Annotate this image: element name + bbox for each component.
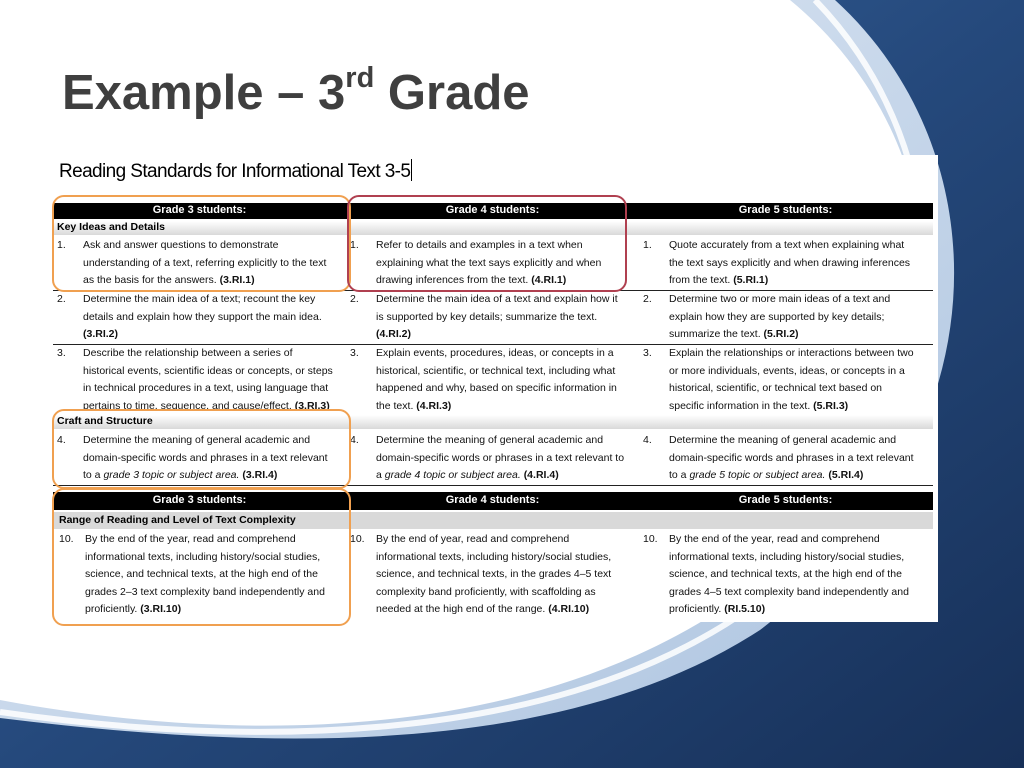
grade-header-row bbox=[53, 203, 933, 219]
standard-cell: 3. Explain events, procedures, ideas, or concepts in a historical, scientific, or technical text, including what happened and why, based on specific information in the text. (4.RI.3) bbox=[350, 347, 617, 412]
row-divider bbox=[53, 485, 933, 486]
standards-document bbox=[53, 155, 938, 622]
standard-cell: 4. Determine the meaning of general academic and domain-specific words or phrases in a text relevant to a grade 4 topic or subject area. (4.RI.4) bbox=[350, 434, 625, 482]
standard-cell: 10. By the end of year, read and comprehend informational texts, including history/social studies, science, and technical texts, in the grades 4–5 text complexity band proficiently, with scaffolding as needed at the high end of the range. (4.RI.10) bbox=[350, 533, 612, 616]
standard-cell: 1. Refer to details and examples in a text when explaining what the text says explicitly and when drawing inferences from the text. (4.RI.1) bbox=[350, 239, 602, 287]
standard-cell: 4. Determine the meaning of general academic and domain-specific words and phrases in a text relevant to a grade 3 topic or subject area. (3.RI.4) bbox=[57, 434, 328, 482]
grade-3-header: Grade 3 students: bbox=[152, 494, 247, 506]
grade-4-header: Grade 4 students: bbox=[445, 204, 540, 216]
standard-cell: 2. Determine the main idea of a text; recount the key details and explain how they support the main idea. (3.RI.2) bbox=[57, 293, 322, 341]
grade-5-header: Grade 5 students: bbox=[738, 494, 833, 506]
standard-cell: 3. Describe the relationship between a series of historical events, scientific ideas or concepts, or steps in technical procedures in a text, using language that pertains to time, sequence, and cause/effect. (3.RI.3) bbox=[57, 347, 333, 412]
standard-cell: 1. Ask and answer questions to demonstrate understanding of a text, referring explicitly to the text as the basis for the answers. (3.RI.1) bbox=[57, 239, 327, 287]
grade-5-header: Grade 5 students: bbox=[738, 204, 833, 216]
grade-4-header: Grade 4 students: bbox=[445, 494, 540, 506]
section-range-reading: Range of Reading and Level of Text Complexity bbox=[53, 512, 933, 529]
grade-header-row bbox=[53, 492, 933, 510]
standard-cell: 4. Determine the meaning of general academic and domain-specific words and phrases in a text relevant to a grade 5 topic or subject area. (5.RI.4) bbox=[643, 434, 914, 482]
text-cursor bbox=[411, 159, 412, 181]
standard-cell: 2. Determine two or more main ideas of a text and explain how they are supported by key details; summarize the text. (5.RI.2) bbox=[643, 293, 891, 341]
document-title: Reading Standards for Informational Text 3-5 bbox=[59, 161, 411, 182]
slide-title: Example – 3rd Grade bbox=[62, 62, 530, 120]
standard-cell: 3. Explain the relationships or interactions between two or more individuals, events, ideas, or concepts in a historical, scientific, or technical text based on specific information in the text. (5.RI.3) bbox=[643, 347, 914, 412]
section-key-ideas: Key Ideas and Details bbox=[53, 221, 933, 235]
standard-cell: 10. By the end of the year, read and comprehend informational texts, including history/social studies, science, and technical texts, at the high end of the grades 4–5 text complexity band independently and proficiently. (RI.5.10) bbox=[643, 533, 909, 616]
section-craft-structure: Craft and Structure bbox=[53, 415, 933, 429]
standard-cell: 2. Determine the main idea of a text and explain how it is supported by key details; summarize the text. (4.RI.2) bbox=[350, 293, 618, 341]
standard-cell: 1. Quote accurately from a text when explaining what the text says explicitly and when drawing inferences from the text. (5.RI.1) bbox=[643, 239, 911, 287]
grade-3-header: Grade 3 students: bbox=[152, 204, 247, 216]
standard-cell: 10. By the end of the year, read and comprehend informational texts, including history/social studies, science, and technical texts, at the high end of the grades 2–3 text complexity band independently and proficiently. (3.RI.10) bbox=[59, 533, 325, 616]
